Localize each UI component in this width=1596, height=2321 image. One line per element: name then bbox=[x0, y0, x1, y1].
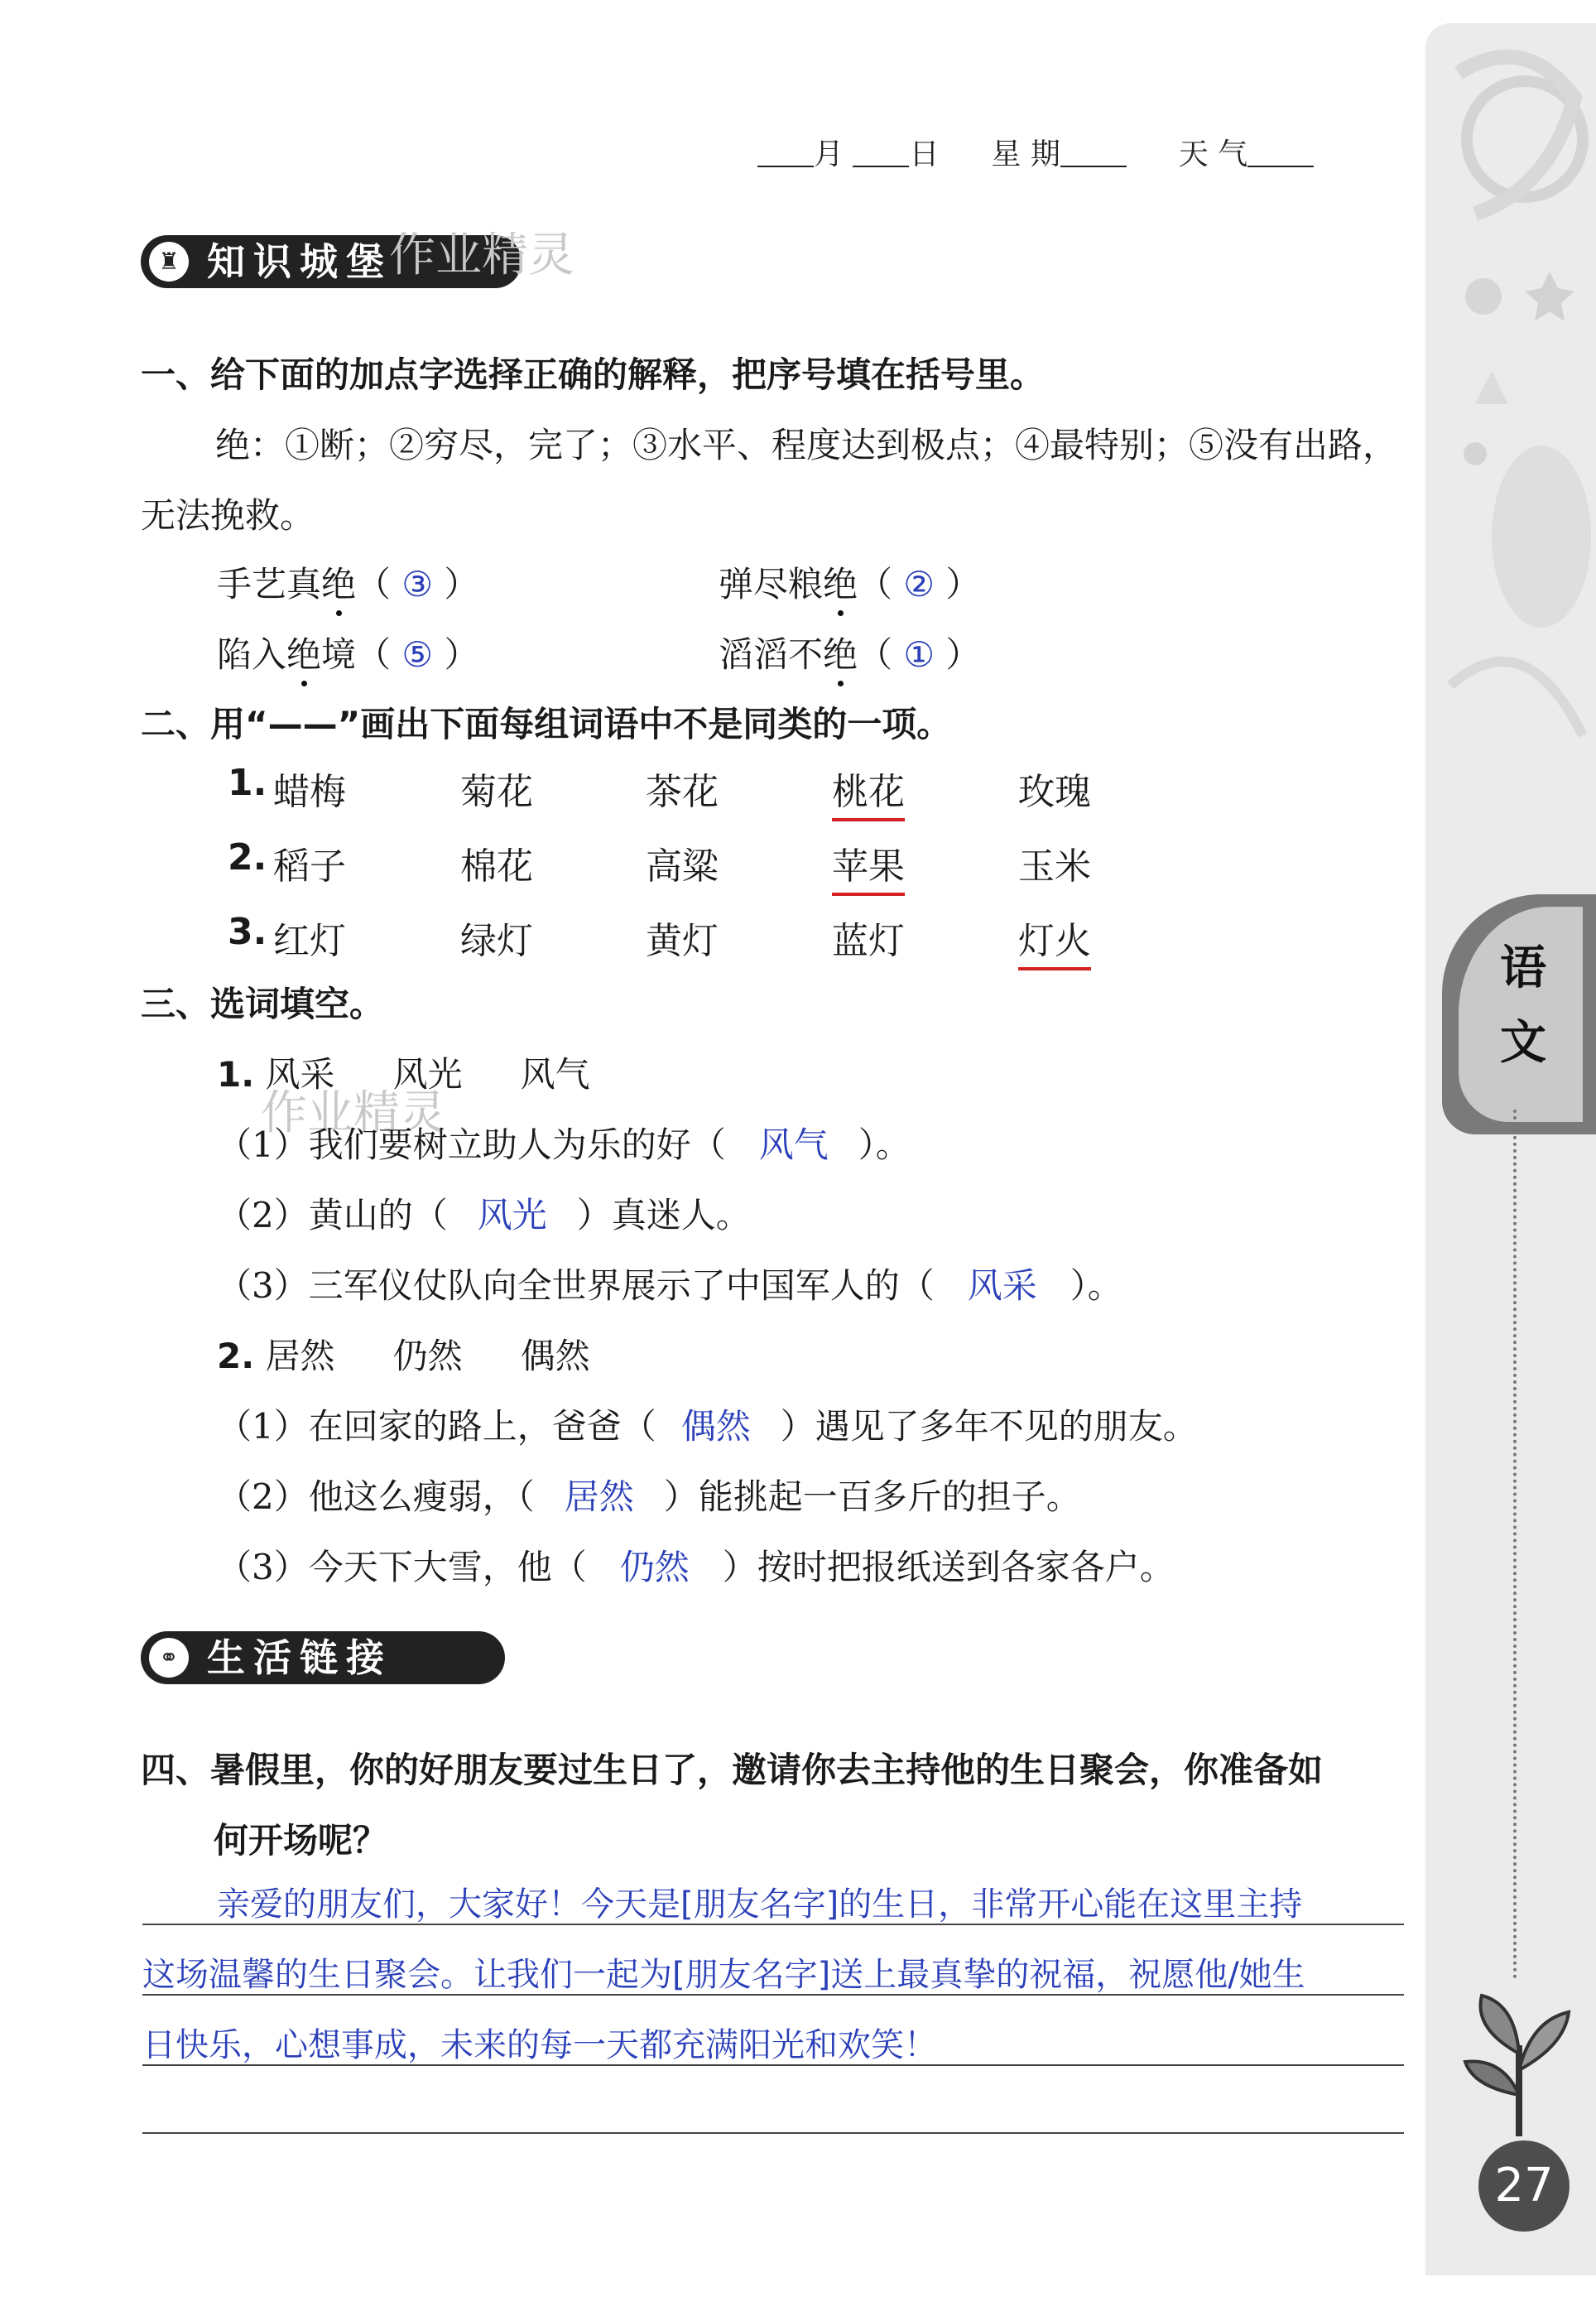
dotted-char: 绝 bbox=[321, 564, 357, 604]
writing-line bbox=[142, 2064, 1404, 2066]
sentence-number: （3） bbox=[217, 1265, 309, 1306]
q3-answer[interactable]: 偶然 bbox=[680, 1406, 751, 1447]
q2-row-number: 1. bbox=[228, 762, 267, 804]
weather-blank[interactable] bbox=[1247, 141, 1314, 167]
option-word: 偶然 bbox=[520, 1336, 590, 1376]
q3-answer[interactable]: 居然 bbox=[564, 1476, 634, 1517]
q3-title: 三、选词填空。 bbox=[141, 984, 385, 1024]
side-dotted-line bbox=[1513, 1110, 1517, 1979]
q1-answer[interactable]: ③ bbox=[401, 564, 434, 604]
option-word: 仍然 bbox=[392, 1336, 463, 1376]
q1-item-text: 滔滔不 bbox=[719, 634, 824, 675]
q2-word[interactable]: 高粱 bbox=[646, 845, 719, 888]
q1-item-text: 陷入 bbox=[217, 634, 287, 675]
sentence-text-after: ）遇见了多年不见的朋友。 bbox=[780, 1406, 1198, 1447]
section-title-shenghuo: 生活链接 bbox=[207, 1635, 392, 1680]
q3-answer[interactable]: 风光 bbox=[477, 1195, 547, 1235]
sentence-text: 我们要树立助人为乐的好（ bbox=[308, 1124, 726, 1165]
weather-label: 天 气 bbox=[1178, 137, 1248, 171]
tab-char-wen: 文 bbox=[1500, 1016, 1546, 1070]
weekday-blank[interactable] bbox=[1060, 141, 1127, 167]
date-header bbox=[757, 131, 1314, 173]
q2-word-underlined[interactable]: 苹果 bbox=[832, 836, 905, 896]
page-number: 27 bbox=[1478, 2140, 1570, 2232]
q2-word[interactable]: 蓝灯 bbox=[832, 920, 905, 962]
q3-sentence bbox=[217, 1399, 1198, 1449]
paren-close: ） bbox=[945, 634, 981, 675]
castle-icon: ♜ bbox=[149, 242, 189, 282]
q4-title-line1: 四、暑假里，你的好朋友要过生日了，邀请你去主持他的生日聚会，你准备如 bbox=[141, 1750, 1324, 1790]
q1-item bbox=[719, 628, 980, 677]
group-number: 1. bbox=[217, 1054, 255, 1095]
sentence-number: （1） bbox=[217, 1406, 309, 1447]
q2-word[interactable]: 棉花 bbox=[460, 845, 533, 888]
dotted-char: 绝 bbox=[823, 564, 858, 604]
sentence-text-after: ）能挑起一百多斤的担子。 bbox=[663, 1476, 1081, 1517]
month-label: 月 bbox=[814, 137, 844, 171]
sentence-text: 他这么瘦弱，（ bbox=[308, 1476, 535, 1517]
paren-open: （ bbox=[858, 564, 893, 604]
q1-item bbox=[217, 557, 478, 607]
q2-word[interactable]: 玉米 bbox=[1018, 845, 1091, 888]
writing-line bbox=[142, 2132, 1404, 2134]
option-word: 风光 bbox=[392, 1054, 463, 1095]
q1-answer[interactable]: ⑤ bbox=[401, 634, 434, 675]
q1-answer[interactable]: ① bbox=[903, 634, 935, 675]
sentence-number: （3） bbox=[217, 1547, 309, 1587]
writing-line bbox=[142, 1924, 1404, 1925]
sentence-number: （2） bbox=[217, 1195, 309, 1235]
q3-sentence bbox=[217, 1259, 1122, 1308]
q2-word-underlined[interactable]: 桃花 bbox=[832, 762, 905, 821]
q2-word[interactable]: 红灯 bbox=[273, 920, 346, 962]
sentence-text: 三军仪仗队向全世界展示了中国军人的（ bbox=[308, 1265, 935, 1306]
q2-word[interactable]: 稻子 bbox=[273, 845, 346, 888]
q1-answer[interactable]: ② bbox=[903, 564, 935, 604]
q1-item-text: 手艺真 bbox=[217, 564, 322, 604]
q3-answer[interactable]: 风气 bbox=[758, 1124, 829, 1165]
sentence-text-after: ）按时把报纸送到各家各户。 bbox=[722, 1547, 1175, 1587]
group-number: 2. bbox=[217, 1336, 255, 1376]
q4-answer-line[interactable]: 亲爱的朋友们，大家好！今天是[朋友名字]的生日，非常开心能在这里主持 bbox=[217, 1885, 1303, 1924]
q2-word[interactable]: 茶花 bbox=[646, 771, 719, 813]
option-word: 居然 bbox=[265, 1336, 335, 1376]
q1-title: 一、给下面的加点字选择正确的解释，把序号填在括号里。 bbox=[141, 354, 1046, 395]
sentence-number: （1） bbox=[217, 1124, 309, 1165]
q2-title: 二、用“——”画出下面每组词语中不是同类的一项。 bbox=[141, 704, 952, 744]
q2-word[interactable]: 菊花 bbox=[460, 771, 533, 813]
dotted-char: 绝 bbox=[823, 634, 858, 675]
q2-word[interactable]: 绿灯 bbox=[460, 920, 533, 962]
q4-answer-line[interactable]: 这场温馨的生日聚会。让我们一起为[朋友名字]送上最真挚的祝福，祝愿他/她生 bbox=[142, 1956, 1305, 1994]
day-blank[interactable] bbox=[853, 141, 909, 167]
option-word: 风采 bbox=[265, 1054, 335, 1095]
paren-open: （ bbox=[356, 564, 392, 604]
paren-close: ） bbox=[945, 564, 981, 604]
q2-row-number: 3. bbox=[228, 911, 267, 953]
q1-item-text-after: 境 bbox=[321, 634, 357, 675]
sentence-text: 黄山的（ bbox=[308, 1195, 448, 1235]
q3-answer[interactable]: 风采 bbox=[967, 1265, 1037, 1306]
paren-close: ） bbox=[444, 564, 479, 604]
weekday-label: 星 期 bbox=[991, 137, 1060, 171]
sentence-text: 今天下大雪，他（ bbox=[308, 1547, 587, 1587]
sprout-icon bbox=[1457, 1979, 1581, 2145]
month-blank[interactable] bbox=[757, 141, 814, 167]
q1-definition-line1: 绝：①断；②穷尽，完了；③水平、程度达到极点；④最特别；⑤没有出路， bbox=[215, 425, 1398, 465]
link-icon: ⚭ bbox=[149, 1638, 189, 1678]
q1-item-text: 弹尽粮 bbox=[719, 564, 824, 604]
sentence-number: （2） bbox=[217, 1476, 309, 1517]
paren-open: （ bbox=[858, 634, 893, 675]
q3-sentence bbox=[217, 1118, 911, 1168]
option-word: 风气 bbox=[520, 1054, 590, 1095]
dotted-char: 绝 bbox=[286, 634, 322, 675]
paren-close: ） bbox=[444, 634, 479, 675]
sentence-text-after: ）。 bbox=[1070, 1265, 1122, 1306]
paren-open: （ bbox=[356, 634, 392, 675]
q4-title-line2: 何开场呢？ bbox=[214, 1820, 388, 1861]
tab-char-yu: 语 bbox=[1500, 941, 1546, 995]
q2-word-underlined[interactable]: 灯火 bbox=[1018, 911, 1091, 970]
q1-item bbox=[217, 628, 478, 677]
q3-group2-options bbox=[217, 1329, 590, 1379]
q3-sentence bbox=[217, 1540, 1175, 1590]
q2-word[interactable]: 蜡梅 bbox=[273, 771, 346, 813]
sentence-text: 在回家的路上，爸爸（ bbox=[308, 1406, 656, 1447]
q3-answer[interactable]: 仍然 bbox=[619, 1547, 690, 1587]
q2-row-number: 2. bbox=[228, 836, 267, 879]
sentence-text-after: ）。 bbox=[858, 1124, 911, 1165]
q3-group1-options bbox=[217, 1047, 590, 1097]
watermark: 作业精灵 bbox=[261, 1086, 446, 1140]
q2-word[interactable]: 玫瑰 bbox=[1018, 771, 1091, 813]
q1-definition-line2: 无法挽救。 bbox=[141, 495, 315, 536]
q2-word[interactable]: 黄灯 bbox=[646, 920, 719, 962]
q1-item bbox=[719, 557, 980, 607]
sentence-text-after: ）真迷人。 bbox=[576, 1195, 751, 1235]
section-title-zhishi: 知识城堡 bbox=[207, 239, 392, 284]
q3-sentence bbox=[217, 1470, 1081, 1519]
section-banner-shenghuo bbox=[141, 1631, 505, 1684]
day-label: 日 bbox=[909, 137, 940, 171]
q3-sentence bbox=[217, 1188, 751, 1238]
q4-answer-line[interactable]: 日快乐，心想事成，未来的每一天都充满阳光和欢笑！ bbox=[142, 2026, 937, 2064]
watermark: 作业精灵 bbox=[389, 229, 574, 282]
writing-line bbox=[142, 1994, 1404, 1996]
